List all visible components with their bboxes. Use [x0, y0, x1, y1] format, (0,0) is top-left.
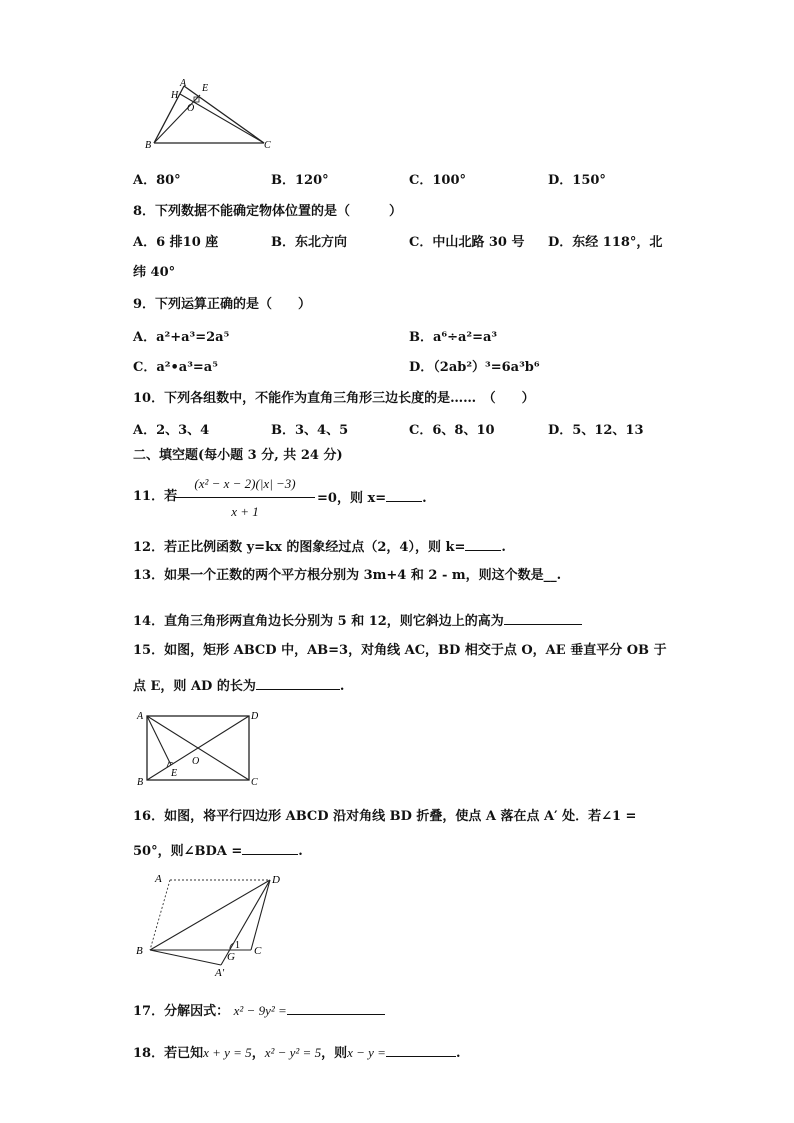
q10-stem: 10．下列各组数中，不能作为直角三角形三边长度的是…… （ ） [133, 391, 535, 406]
q16-line2 [133, 842, 303, 860]
q14-answer-blank[interactable] [504, 612, 582, 625]
fig16-label-B: B [136, 945, 143, 957]
q18-expression-1: x + y = 5 [203, 1045, 252, 1060]
q10-option-d: D．5、12、13 [548, 423, 644, 438]
q16-end: . [298, 844, 303, 859]
q18-text: 18．若已知 [133, 1046, 204, 1061]
q11-answer-blank[interactable] [386, 489, 422, 502]
q11-suffix [317, 489, 427, 507]
q17-answer-blank[interactable] [287, 1002, 385, 1015]
q8-option-d-wrap: 纬 40° [133, 265, 176, 280]
triangle-figure-q7 [142, 76, 282, 156]
q10-option-b: B．3、4、5 [271, 423, 349, 438]
section-heading-fill-blank: 二、填空题(每小题 3 分, 共 24 分) [133, 448, 343, 463]
q8-option-a: A．6 排10 座 [133, 235, 219, 250]
fig7-label-C: C [264, 140, 271, 151]
q15-line2 [133, 677, 344, 695]
q18-end: . [455, 1046, 461, 1061]
fig7-label-O: O [187, 103, 195, 114]
q18-mid: ，则 [321, 1046, 348, 1061]
q7-option-c: C．100° [409, 173, 466, 188]
q18-sep: ， [251, 1046, 265, 1061]
q10-option-a: A．2、3、4 [133, 423, 210, 438]
q18-expression-3: x − y = [347, 1045, 386, 1060]
q17-text: 17．分解因式： [133, 1004, 230, 1019]
q11-end: . [422, 491, 427, 506]
fig16-label-D: D [272, 874, 280, 886]
fig16-label-C: C [254, 945, 262, 957]
q11-denominator: x + 1 [231, 504, 259, 519]
q16-text: 50°，则∠BDA = [133, 844, 243, 859]
q14-line [133, 612, 582, 630]
fig15-label-B: B [137, 777, 144, 788]
q7-option-b: B．120° [271, 173, 329, 188]
q18-line [133, 1044, 460, 1062]
q8-option-b: B．东北方向 [271, 235, 347, 250]
q9-stem: 9．下列运算正确的是（ ） [133, 297, 312, 312]
fig16-label-1: 1 [235, 940, 240, 951]
fig7-label-A: A [180, 78, 187, 89]
q12-text: 12．若正比例函数 y=kx 的图象经过点（2，4），则 k= [133, 540, 466, 555]
fig15-label-O: O [192, 756, 200, 767]
fig7-label-B: B [145, 140, 152, 151]
q15-answer-blank[interactable] [256, 677, 340, 690]
q18-expression-2: x² − y² = 5 [264, 1045, 322, 1060]
q12-answer-blank[interactable] [465, 538, 501, 551]
rectangle-figure-q15 [133, 706, 273, 788]
fig15-label-C: C [251, 777, 258, 788]
q18-answer-blank[interactable] [386, 1044, 456, 1057]
fig16-edge-BA-prime [150, 950, 221, 965]
q13-line: 13．如果一个正数的两个平方根分别为 3m+4 和 2 - m，则这个数是__. [133, 568, 562, 583]
q16-line1: 16．如图，将平行四边形 ABCD 沿对角线 BD 折叠，使点 A 落在点 A′ 处．若∠1 = [133, 809, 637, 824]
q10-option-c: C．6、8、10 [409, 423, 495, 438]
q7-option-d: D．150° [548, 173, 606, 188]
q12-end: . [501, 540, 506, 555]
fig16-label-A-prime: A′ [215, 967, 225, 978]
q7-option-a: A．80° [133, 173, 181, 188]
q11-fraction [175, 476, 315, 520]
q15-end: . [339, 679, 345, 694]
q17-expression: x² − 9y² = [233, 1003, 287, 1018]
fig16-label-G: G [227, 951, 235, 963]
q11-numerator: (x² − x − 2)(|x| −3) [194, 476, 296, 491]
fig7-label-E: E [202, 83, 209, 94]
fig7-edge-AB [154, 86, 184, 143]
q9-option-c: C．a²•a³=a⁵ [133, 360, 218, 375]
q16-answer-blank[interactable] [242, 842, 298, 855]
q11-prefix: 11．若 [133, 489, 178, 504]
q12-line [133, 538, 506, 556]
fig7-label-H: H [171, 90, 179, 101]
q15-line1: 15．如图，矩形 ABCD 中，AB=3，对角线 AC，BD 相交于点 O，AE 垂直平分 OB 于 [133, 643, 667, 658]
q9-option-a: A．a²+a³=2a⁵ [133, 330, 230, 345]
fig7-altitude-CH [180, 94, 264, 143]
parallelogram-figure-q16 [133, 868, 293, 978]
q17-line [133, 1002, 385, 1020]
q8-stem: 8．下列数据不能确定物体位置的是（ ） [133, 204, 403, 219]
q8-option-d: D．东经 118°，北 [548, 235, 663, 250]
q14-text: 14．直角三角形两直角边长分别为 5 和 12，则它斜边上的高为 [133, 614, 504, 629]
fig16-label-A: A [155, 873, 162, 885]
q9-option-b: B．a⁶÷a²=a³ [409, 330, 498, 345]
fig7-edge-AC [184, 86, 264, 143]
q8-option-c: C．中山北路 30 号 [409, 235, 525, 250]
q15-text: 点 E，则 AD 的长为 [133, 679, 256, 694]
fig15-label-A: A [137, 711, 144, 722]
fig15-label-D: D [251, 711, 259, 722]
q9-option-d: D．（2ab²）³=6a³b⁶ [409, 360, 540, 375]
fig16-edge-DC [251, 880, 270, 950]
q11-suffix-text: =0，则 x= [317, 491, 387, 506]
fig16-diagonal-BD [150, 880, 270, 950]
fig15-label-E: E [171, 768, 178, 779]
